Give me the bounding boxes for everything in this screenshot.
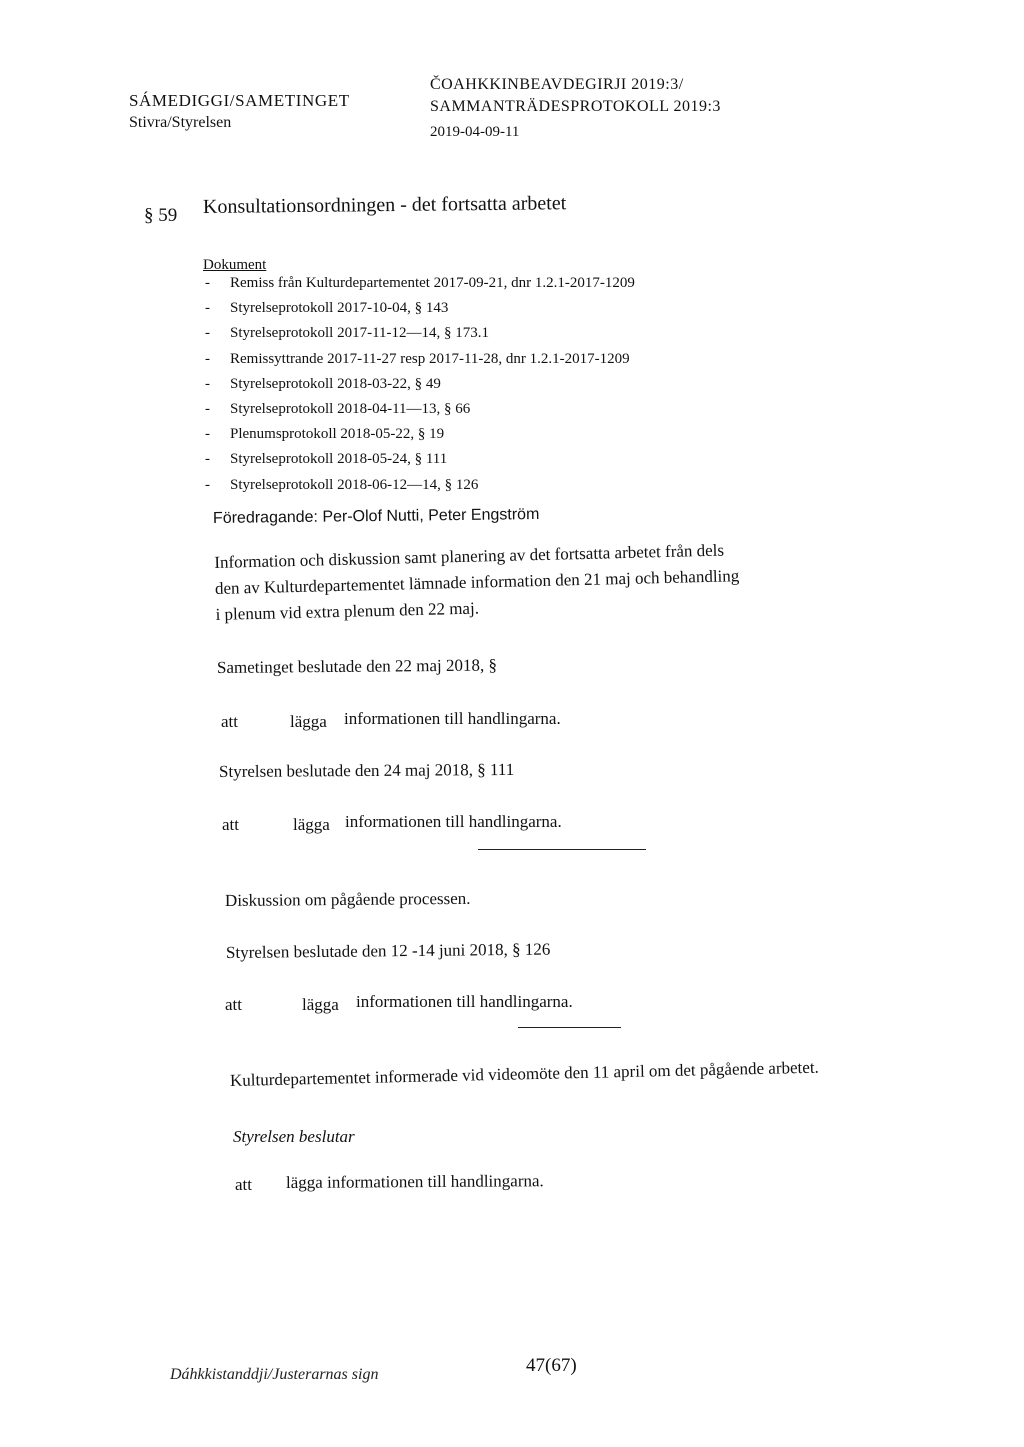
paragraph-line: i plenum vid extra plenum den 22 maj. [215, 598, 480, 624]
protocol-title-swedish: SAMMANTRÄDESPROTOKOLL 2019:3 [430, 98, 721, 115]
meeting-date: 2019-04-09-11 [430, 124, 520, 140]
decision-text: informationen till handlingarna. [344, 709, 561, 728]
decision-verb: lägga [302, 995, 339, 1014]
documents-heading: Dokument [203, 257, 267, 273]
paragraph-line: den av Kulturdepartementet lämnade information den 21 maj och behandling [214, 566, 740, 598]
att-label: att [225, 995, 242, 1014]
organization-name: SÁMEDIGGI/SAMETINGET [129, 91, 350, 110]
decision-verb: lägga [293, 815, 330, 834]
document-item: - Styrelseprotokoll 2018-05-24, § 111 [205, 451, 448, 468]
document-item: - Remissyttrande 2017-11-27 resp 2017-11-28, dnr 1.2.1-2017-1209 [205, 350, 630, 367]
document-item: - Plenumsprotokoll 2018-05-22, § 19 [205, 426, 445, 443]
document-item: - Styrelseprotokoll 2017-11-12—14, § 173.1 [205, 325, 490, 342]
decision-verb: lägga [290, 712, 327, 731]
divider-line [518, 1027, 621, 1028]
ministry-info-line: Kulturdepartementet informerade vid videomöte den 11 april om det pågående arbetet. [229, 1057, 820, 1090]
document-item: - Styrelseprotokoll 2018-03-22, § 49 [205, 375, 441, 392]
document-item: - Styrelseprotokoll 2018-06-12—14, § 126 [205, 476, 479, 493]
page-number: 47(67) [526, 1355, 577, 1376]
att-label: att [221, 712, 238, 731]
signature-label: Dáhkkistanddji/Justerarnas sign [170, 1366, 379, 1383]
presenter-line: Föredragande: Per-Olof Nutti, Peter Engström [212, 506, 540, 527]
att-label: att [235, 1175, 252, 1194]
styrelsen-decision-heading: Styrelsen beslutade den 24 maj 2018, § 111 [218, 759, 515, 781]
sameting-decision-heading: Sametinget beslutade den 22 maj 2018, § [216, 655, 498, 677]
final-decision-text: lägga informationen till handlingarna. [285, 1171, 544, 1192]
discussion-line: Diskussion om pågående processen. [224, 888, 471, 910]
protocol-title-sami: ČOAHKKINBEAVDEGIRJI 2019:3/ [430, 76, 684, 93]
paragraph-line: Information och diskussion samt planering av det fortsatta arbetet från dels [214, 540, 725, 572]
document-item: - Styrelseprotokoll 2017-10-04, § 143 [205, 300, 449, 317]
information-paragraph [214, 533, 916, 628]
divider-line [478, 849, 646, 850]
department-name: Stivra/Styrelsen [129, 114, 232, 131]
document-item: - Remiss från Kulturdepartementet 2017-09-21, dnr 1.2.1-2017-1209 [205, 275, 635, 291]
document-item: - Styrelseprotokoll 2018-04-11—13, § 66 [205, 400, 471, 417]
decision-text: informationen till handlingarna. [345, 812, 562, 831]
att-label: att [222, 815, 239, 834]
section-title: Konsultationsordningen - det fortsatta arbetet [202, 192, 567, 218]
documents-list [205, 271, 635, 498]
section-number: § 59 [144, 205, 178, 226]
decision-text: informationen till handlingarna. [356, 992, 573, 1011]
styrelsen-decision-heading: Styrelsen beslutade den 12 -14 juni 2018, § 126 [225, 939, 551, 962]
final-decision-heading: Styrelsen beslutar [233, 1127, 355, 1146]
